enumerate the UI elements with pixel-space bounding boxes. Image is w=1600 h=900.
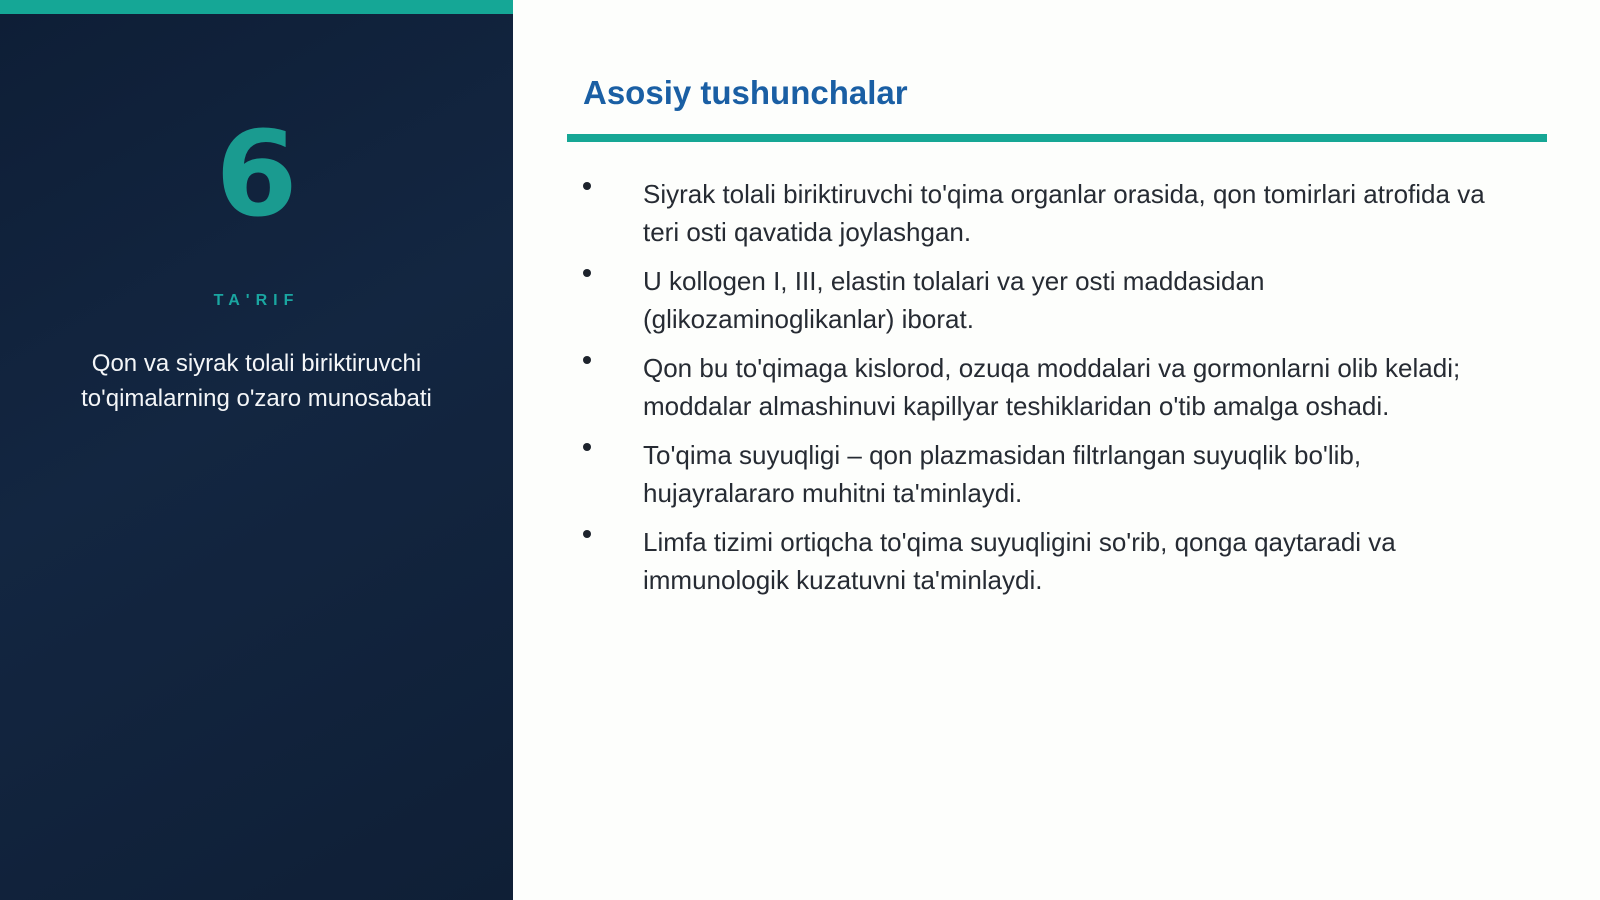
bullet-item <box>583 524 1488 599</box>
bullet-item <box>583 176 1488 251</box>
content-heading: Asosiy tushunchalar <box>583 74 908 111</box>
bullet-text: U kollogen I, III, elastin tolalari va yer osti maddasidan (glikozaminoglikanlar) iborat. <box>643 266 1265 334</box>
bullet-text: Qon bu to'qimaga kislorod, ozuqa moddalari va gormonlarni olib keladi; moddalar almashinuvi kapillyar teshiklaridan o'tib amalga oshadi. <box>643 353 1461 421</box>
bullet-list <box>583 176 1488 611</box>
bullet-dot-icon <box>583 530 591 538</box>
section-label: TA'RIF <box>213 292 300 309</box>
bullet-dot-icon <box>583 269 591 277</box>
accent-bar <box>0 0 513 14</box>
slide-number: 6 <box>215 105 298 243</box>
bullet-item <box>583 437 1488 512</box>
bullet-dot-icon <box>583 182 591 190</box>
bullet-text: To'qima suyuqligi – qon plazmasidan filtrlangan suyuqlik bo'lib, hujayralararo muhitni ta'minlaydi. <box>643 440 1362 508</box>
section-panel <box>0 0 513 900</box>
bullet-dot-icon <box>583 356 591 364</box>
heading-underline <box>567 134 1547 142</box>
bullet-dot-icon <box>583 443 591 451</box>
bullet-text: Siyrak tolali biriktiruvchi to'qima organlar orasida, qon tomirlari atrofida va teri osti qavatida joylashgan. <box>643 179 1485 247</box>
section-subtitle: Qon va siyrak tolali biriktiruvchi to'qimalarning o'zaro munosabati <box>81 350 432 412</box>
bullet-item <box>583 350 1488 425</box>
bullet-text: Limfa tizimi ortiqcha to'qima suyuqligini so'rib, qonga qaytaradi va immunologik kuzatuvni ta'minlaydi. <box>643 527 1396 595</box>
bullet-item <box>583 263 1488 338</box>
